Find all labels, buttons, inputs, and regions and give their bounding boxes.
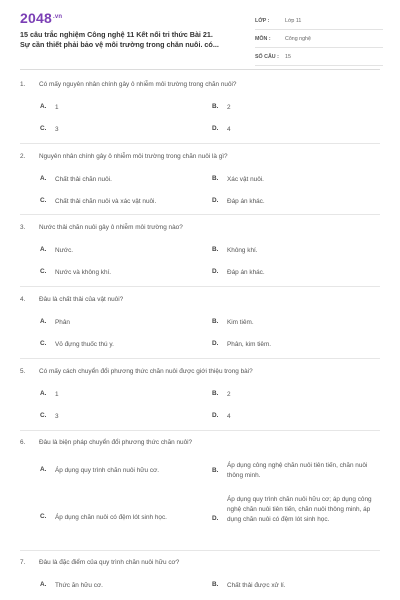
question-divider: [20, 143, 380, 144]
option-text: Áp dụng quy trình chăn nuôi hữu cơ; áp dụng công nghệ chăn nuôi tiên tiến, chăn nuôi thông minh, áp dụng chăn nuôi có đệm lót sinh học.: [227, 496, 372, 523]
option-letter: D.: [212, 412, 219, 419]
question-5: [20, 368, 380, 420]
option-letter: A.: [40, 103, 47, 110]
option-letter: D.: [212, 515, 219, 522]
option-letter: D.: [212, 268, 219, 275]
meta-row-count: [255, 50, 383, 66]
meta-row-subject: [255, 32, 383, 48]
option-letter: D.: [212, 197, 219, 204]
question-header: [20, 439, 380, 453]
meta-value: Lớp 11: [285, 18, 302, 24]
question-text: Đâu là đặc điểm của quy trình chăn nuôi hữu cơ?: [39, 559, 180, 566]
option-letter: B.: [212, 103, 219, 110]
option-text: Nước và không khí.: [55, 269, 112, 276]
option-text: Nước.: [55, 247, 74, 254]
option-text: 2: [227, 391, 231, 398]
question-text: Nước thải chăn nuôi gây ô nhiễm môi trường nào?: [39, 224, 183, 231]
question-2: [20, 153, 380, 205]
question-divider: [20, 430, 380, 431]
meta-value: 15: [285, 54, 291, 60]
question-text: Đâu là chất thải của vật nuôi?: [39, 296, 124, 303]
option-letter: A.: [40, 581, 47, 588]
question-divider: [20, 550, 380, 551]
option-letter: B.: [212, 318, 219, 325]
option-text: Xác vật nuôi.: [227, 176, 264, 183]
option-text: 3: [55, 126, 59, 133]
question-text: Có mấy cách chuyển đổi phương thức chăn nuôi được giới thiệu trong bài?: [39, 368, 253, 375]
document-title: [20, 30, 232, 50]
option-letter: B.: [212, 175, 219, 182]
option-text: Chất thải chăn nuôi và xác vật nuôi.: [55, 198, 157, 205]
option-letter: A.: [40, 466, 47, 473]
option-text: 2: [227, 104, 231, 111]
question-3: [20, 224, 380, 276]
question-header: [20, 559, 380, 573]
option-letter: D.: [212, 125, 219, 132]
option-text: Vỏ đựng thuốc thú y.: [55, 341, 114, 348]
question-divider: [20, 358, 380, 359]
option-text: Phân, kim tiêm.: [227, 341, 272, 348]
option-text: Áp dụng chăn nuôi có đệm lót sinh học.: [55, 514, 167, 521]
option-text: 1: [55, 391, 59, 398]
question-number: 1.: [20, 81, 26, 88]
option-text: 3: [55, 413, 59, 420]
question-6: [20, 439, 380, 523]
logo-text: 2048: [20, 10, 52, 26]
meta-row-class: [255, 14, 383, 30]
question-number: 2.: [20, 153, 26, 160]
title-line-1: 15 câu trắc nghiệm Công nghệ 11 Kết nối tri thức Bài 21.: [20, 30, 213, 39]
option-text: Phân: [55, 319, 70, 326]
option-text: Không khí.: [227, 247, 258, 254]
option-letter: A.: [40, 390, 47, 397]
option-text: Kim tiêm.: [227, 319, 254, 326]
question-divider: [20, 286, 380, 287]
option-letter: A.: [40, 246, 47, 253]
option-letter: C.: [40, 340, 47, 347]
question-number: 5.: [20, 368, 26, 375]
page-header: [0, 0, 400, 70]
meta-value: Công nghệ: [285, 36, 311, 42]
question-number: 6.: [20, 439, 26, 446]
question-number: 3.: [20, 224, 26, 231]
option-letter: B.: [212, 581, 219, 588]
question-number: 4.: [20, 296, 26, 303]
question-header: [20, 296, 380, 310]
meta-key: LỚP :: [255, 18, 270, 24]
option-letter: D.: [212, 340, 219, 347]
option-letter: A.: [40, 175, 47, 182]
question-header: [20, 224, 380, 238]
option-letter: B.: [212, 246, 219, 253]
option-text: Chất thải được xử lí.: [227, 582, 286, 589]
question-4: [20, 296, 380, 348]
question-header: [20, 81, 380, 95]
option-letter: C.: [40, 268, 47, 275]
option-letter: A.: [40, 318, 47, 325]
option-text: Chất thải chăn nuôi.: [55, 176, 112, 183]
option-letter: C.: [40, 513, 47, 520]
option-text: Áp dụng quy trình chăn nuôi hữu cơ.: [55, 467, 160, 474]
question-number: 7.: [20, 559, 26, 566]
option-text: 4: [227, 126, 231, 133]
option-letter: B.: [212, 467, 219, 474]
header-divider: [20, 69, 380, 70]
meta-key: MÔN :: [255, 36, 271, 42]
option-text: Áp dụng công nghệ chăn nuôi tiên tiến, chăn nuôi thông minh.: [227, 462, 368, 479]
title-line-2: Sự cần thiết phải bảo vệ môi trường trong chăn nuôi. có...: [20, 40, 219, 49]
option-text: Đáp án khác.: [227, 269, 265, 276]
option-text: Thức ăn hữu cơ.: [55, 582, 103, 589]
option-letter: C.: [40, 412, 47, 419]
question-divider: [20, 214, 380, 215]
question-text: Đâu là biện pháp chuyển đổi phương thức chăn nuôi?: [39, 439, 193, 446]
option-text: Đáp án khác.: [227, 198, 265, 205]
meta-info: [255, 14, 383, 68]
question-7: [20, 559, 380, 589]
meta-key: SỐ CÂU :: [255, 54, 279, 60]
option-text: 4: [227, 413, 231, 420]
question-text: Có mấy nguyên nhân chính gây ô nhiễm môi trường trong chăn nuôi?: [39, 81, 237, 88]
site-logo[interactable]: [20, 10, 62, 26]
question-header: [20, 153, 380, 167]
option-letter: C.: [40, 125, 47, 132]
option-letter: B.: [212, 390, 219, 397]
option-text: 1: [55, 104, 59, 111]
logo-tld: .vn: [52, 14, 63, 20]
question-1: [20, 81, 380, 133]
option-letter: C.: [40, 197, 47, 204]
question-header: [20, 368, 380, 382]
question-text: Nguyên nhân chính gây ô nhiễm môi trường trong chăn nuôi là gì?: [39, 153, 228, 160]
